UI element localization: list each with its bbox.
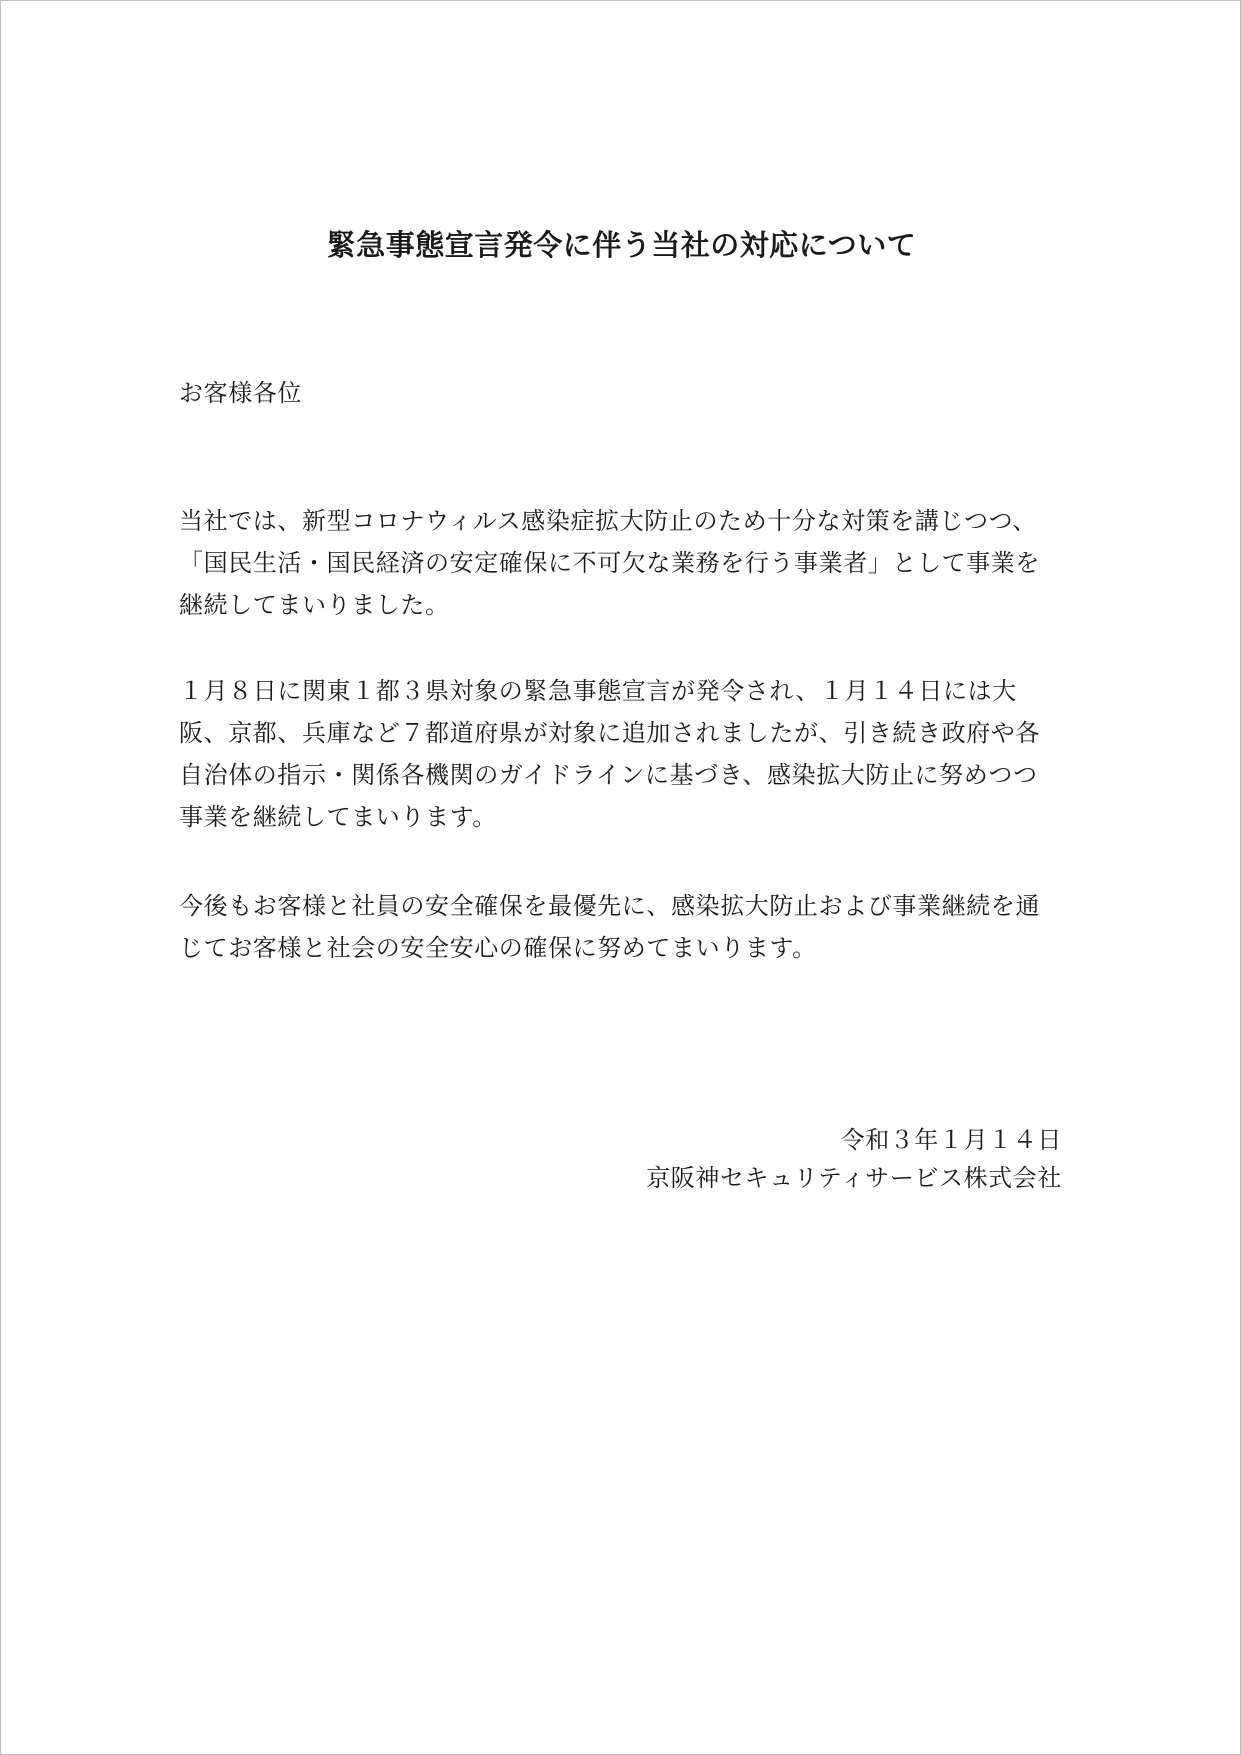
paragraph-line: １月８日に関東１都３県対象の緊急事態宣言が発令され、１月１４日には大 <box>179 677 1017 705</box>
paragraph-line: 阪、京都、兵庫など７都道府県が対象に追加されましたが、引き続き政府や各 <box>179 719 1040 747</box>
paragraph-line: 「国民生活・国民経済の安定確保に不可欠な業務を行う事業者」として事業を <box>179 549 1040 577</box>
paragraph-1 <box>179 500 1069 626</box>
paragraph-line: 事業を継続してまいります。 <box>179 803 497 831</box>
paragraph-line: 継続してまいりました。 <box>179 591 450 619</box>
paragraph-line: じてお客様と社会の安全安心の確保に努めてまいります。 <box>179 934 817 962</box>
paragraph-3 <box>179 885 1069 969</box>
paragraph-line: 当社では、新型コロナウィルス感染症拡大防止のため十分な対策を講じつつ、 <box>179 507 1037 535</box>
paragraph-line: 今後もお客様と社員の安全確保を最優先に、感染拡大防止および事業継続を通 <box>179 892 1040 920</box>
signature-company: 京阪神セキュリティサービス株式会社 <box>646 1164 1062 1192</box>
paragraph-line: 自治体の指示・関係各機関のガイドラインに基づき、感染拡大防止に努めつつ <box>179 761 1038 789</box>
paragraph-2 <box>179 670 1069 838</box>
document-title: 緊急事態宣言発令に伴う当社の対応について <box>326 228 917 262</box>
signature-date: 令和３年１月１４日 <box>840 1126 1062 1154</box>
signature-block <box>646 1121 1062 1197</box>
salutation: お客様各位 <box>179 379 302 407</box>
